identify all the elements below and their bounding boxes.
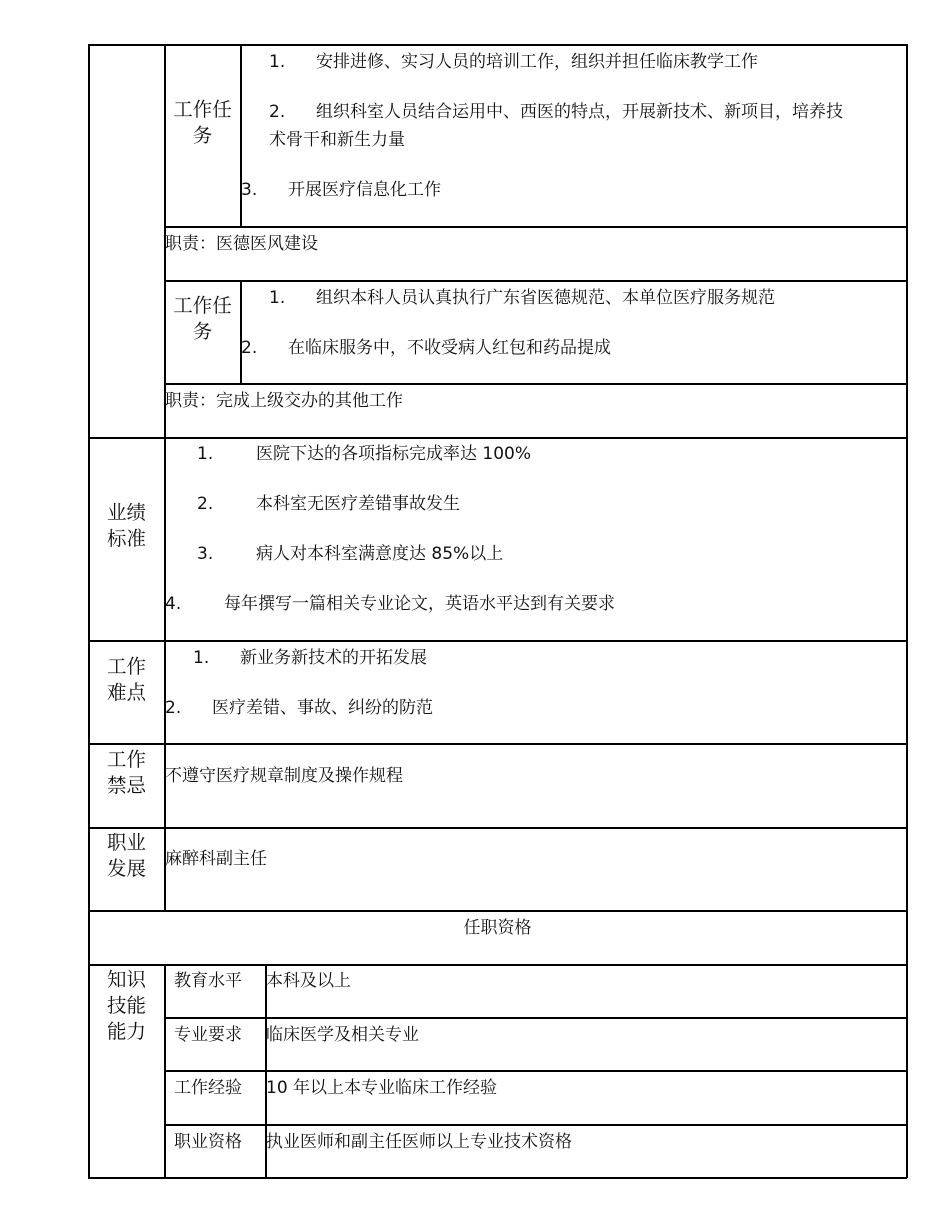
taboo-text: 不遵守医疗规章制度及操作规程 <box>165 766 403 786</box>
knowledge-row3-key: 工作经验 <box>174 1078 242 1098</box>
knowledge-row4-key: 职业资格 <box>174 1132 242 1152</box>
task1-item2-text-cont: 术骨干和新生力量 <box>269 130 405 150</box>
perf-item1-text: 医院下达的各项指标完成率达 100% <box>256 444 532 464</box>
diff-item2-text: 医疗差错、事故、纠纷的防范 <box>212 698 433 718</box>
knowledge-row2-value: 临床医学及相关专业 <box>266 1025 419 1045</box>
task-label-2: 工作任务 <box>173 294 232 343</box>
perf-item4-num: 4. <box>165 594 182 614</box>
task-label-1: 工作任务 <box>173 98 232 147</box>
task1-item3-text: 开展医疗信息化工作 <box>288 180 441 200</box>
difficulty-label: 工作难点 <box>106 655 146 704</box>
performance-label: 业绩标准 <box>106 501 146 550</box>
perf-item3-text: 病人对本科室满意度达 85%以上 <box>256 544 504 564</box>
knowledge-row1-value: 本科及以上 <box>266 971 351 991</box>
task2-item1-num: 1. <box>269 288 286 308</box>
perf-item2-num: 2. <box>197 494 214 514</box>
career-label: 职业发展 <box>106 831 146 880</box>
qualification-header: 任职资格 <box>463 918 532 938</box>
task1-item1-text: 安排进修、实习人员的培训工作，组织并担任临床教学工作 <box>316 52 758 72</box>
knowledge-row3-value: 10 年以上本专业临床工作经验 <box>266 1078 498 1098</box>
duty-2: 职责：完成上级交办的其他工作 <box>165 391 403 411</box>
task2-item2-text: 在临床服务中，不收受病人红包和药品提成 <box>288 338 611 358</box>
diff-item2-num: 2. <box>165 698 182 718</box>
knowledge-row1-key: 教育水平 <box>174 971 242 991</box>
task2-item1-text: 组织本科人员认真执行广东省医德规范、本单位医疗服务规范 <box>316 288 775 308</box>
knowledge-label: 知识技能能力 <box>106 968 146 1043</box>
duty-1: 职责：医德医风建设 <box>165 234 318 254</box>
task1-item1-num: 1. <box>269 52 286 72</box>
perf-item1-num: 1. <box>197 444 214 464</box>
taboo-label: 工作禁忌 <box>106 748 146 797</box>
diff-item1-text: 新业务新技术的开拓发展 <box>240 648 427 668</box>
career-text: 麻醉科副主任 <box>165 849 267 869</box>
task1-item2-text: 组织科室人员结合运用中、西医的特点，开展新技术、新项目，培养技 <box>316 102 843 122</box>
diff-item1-num: 1. <box>193 648 210 668</box>
task1-item2-num: 2. <box>269 102 286 122</box>
task2-item2-num: 2. <box>241 338 258 358</box>
knowledge-row2-key: 专业要求 <box>174 1025 242 1045</box>
knowledge-row4-value: 执业医师和副主任医师以上专业技术资格 <box>266 1132 572 1152</box>
perf-item3-num: 3. <box>197 544 214 564</box>
perf-item2-text: 本科室无医疗差错事故发生 <box>256 494 460 514</box>
task1-item3-num: 3. <box>241 180 258 200</box>
perf-item4-text: 每年撰写一篇相关专业论文，英语水平达到有关要求 <box>224 594 615 614</box>
